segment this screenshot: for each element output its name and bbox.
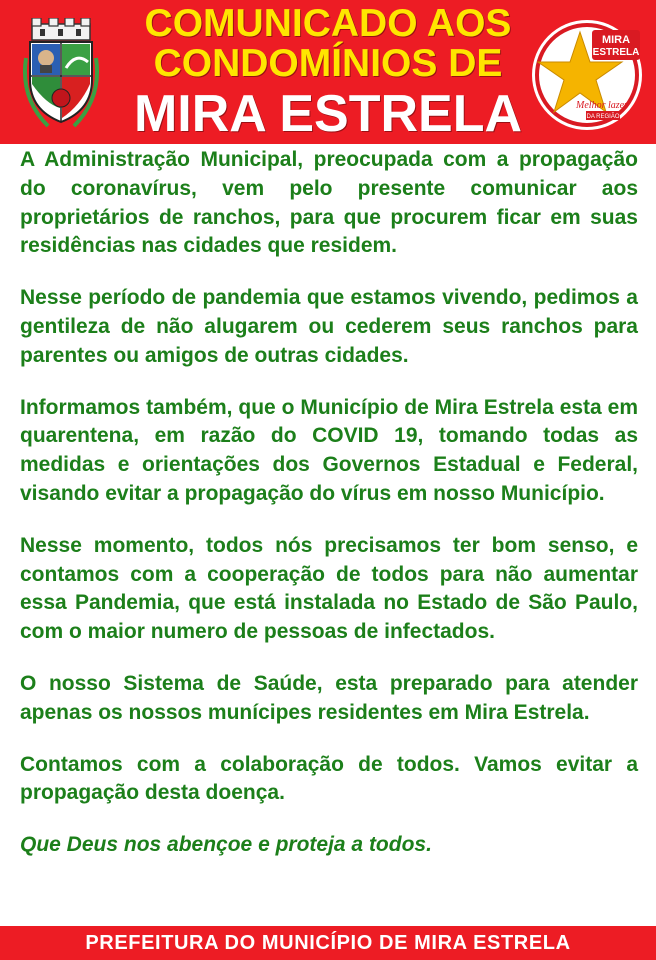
logo-text-estrela: ESTRELA xyxy=(592,47,640,58)
paragraph-6: Contamos com a colaboração de todos. Vamos evitar a propagação desta doença. xyxy=(20,752,638,805)
title-line-3: MIRA ESTRELA xyxy=(133,85,523,143)
paragraph-5: O nosso Sistema de Saúde, esta preparado para atender apenas os nossos munícipes residentes em Mira Estrela. xyxy=(20,671,638,724)
title-line-2: CONDOMÍNIOS DE xyxy=(153,42,503,85)
mira-estrela-star-logo-icon xyxy=(530,18,644,132)
municipal-crest-icon xyxy=(18,18,104,130)
footer-banner xyxy=(0,926,656,960)
header-banner xyxy=(0,0,656,144)
paragraph-4: Nesse momento, todos nós precisamos ter bom senso, e contamos com a cooperação de todos para não aumentar essa Pandemia, que está instalada no Estado de São Paulo, com o maior numero de pessoas de infectados. xyxy=(20,533,638,644)
logo-text-da-regiao: DA REGIÃO xyxy=(586,114,620,120)
logo-text-mira: MIRA xyxy=(601,34,631,46)
paragraph-2: Nesse período de pandemia que estamos vivendo, pedimos a gentileza de não alugarem ou cederem seus ranchos para parentes ou amigos de outras cidades. xyxy=(20,286,638,367)
paragraph-1: A Administração Municipal, preocupada com a propagação do coronavírus, vem pelo presente comunicar aos proprietários de ranchos, para que procurem ficar em suas residências nas cidades que residem. xyxy=(20,148,638,258)
closing-blessing: Que Deus nos abençoe e proteja a todos. xyxy=(20,833,432,857)
logo-text-melhor-lazer: Melhor lazer xyxy=(576,100,628,111)
footer-text: PREFEITURA DO MUNICÍPIO DE MIRA ESTRELA xyxy=(85,932,571,954)
paragraph-3: Informamos também, que o Município de Mira Estrela esta em quarentena, em razão do COVID 19, tomando todas as medidas e orientações dos Governos Estadual e Federal, visando evitar a propagação do vírus em nosso Município. xyxy=(20,395,638,505)
title-line-1: COMUNICADO AOS xyxy=(144,2,512,45)
message-body xyxy=(20,146,638,860)
title-block xyxy=(110,4,546,142)
